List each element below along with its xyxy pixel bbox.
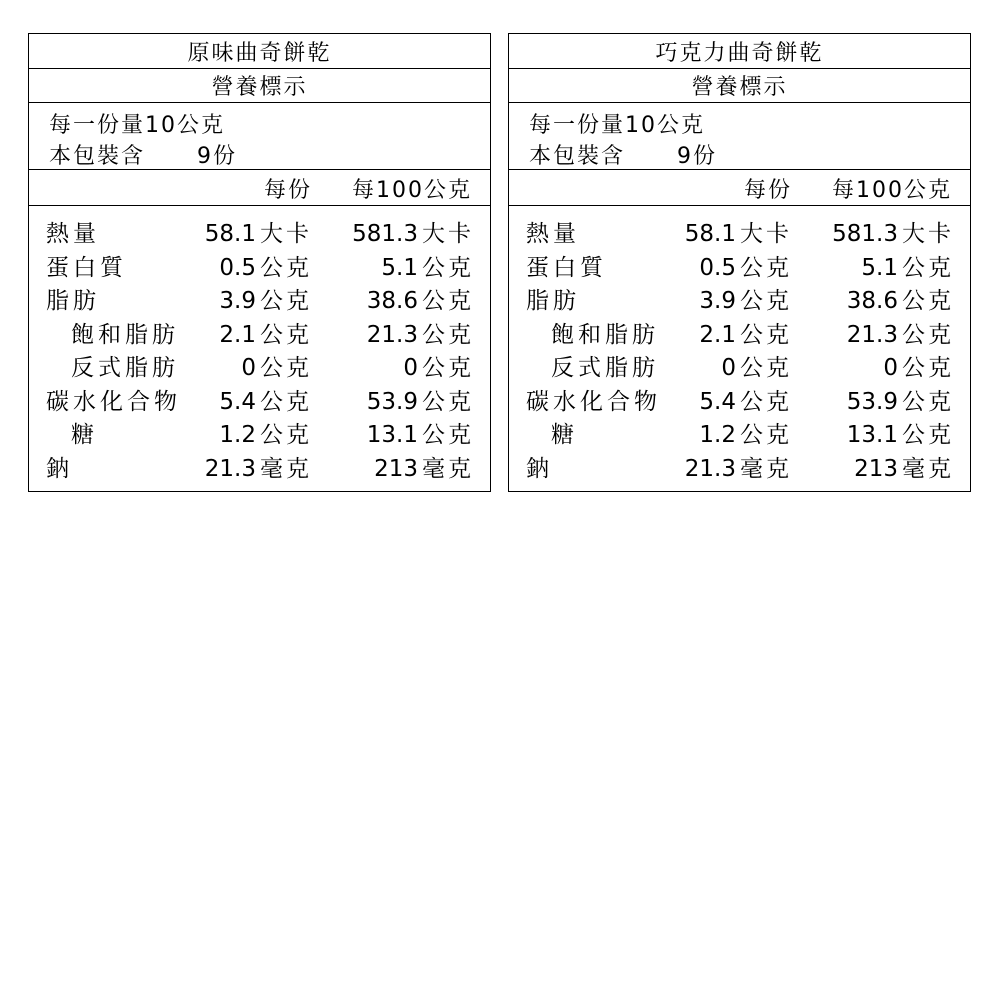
per-serving-value: 1.2 公克 (219, 422, 312, 448)
per-serving-value: 0.5 公克 (699, 254, 792, 281)
col-per-serving: 每份 (743, 178, 792, 203)
label-heading: 營養標示 (509, 69, 970, 103)
per-serving-value: 0 公克 (241, 355, 312, 381)
nutrient-row-sugar (29, 416, 490, 450)
per-serving-value: 3.9 公克 (699, 288, 792, 314)
per-serving-value: 21.3 毫克 (684, 455, 792, 482)
nutrient-name: 碳水化合物 (46, 388, 181, 415)
nutrient-name: 脂肪 (526, 288, 580, 314)
nutrition-label-chocolate (508, 33, 971, 492)
per-100g-value: 38.6 公克 (846, 288, 954, 314)
per-serving-value: 1.2 公克 (699, 422, 792, 448)
per-serving-value: 2.1 公克 (219, 321, 312, 348)
nutrient-row-sodium (509, 450, 970, 484)
per-serving-value: 58.1 大卡 (204, 221, 312, 247)
nutrient-row-carbohydrate (509, 383, 970, 417)
nutrient-row-trans-fat (509, 349, 970, 383)
column-headers (29, 170, 490, 206)
per-100g-value: 21.3 公克 (846, 321, 954, 348)
nutrient-rows (29, 215, 490, 483)
nutrient-name: 鈉 (46, 455, 73, 482)
column-headers (509, 170, 970, 206)
per-100g-value: 38.6 公克 (366, 288, 474, 314)
nutrient-name: 熱量 (526, 221, 580, 247)
nutrient-name: 飽和脂肪 (71, 321, 179, 348)
per-100g-value: 13.1 公克 (846, 422, 954, 448)
label-heading: 營養標示 (29, 69, 490, 103)
nutrient-row-fat (29, 282, 490, 316)
nutrient-row-sodium (29, 450, 490, 484)
nutrient-row-sugar (509, 416, 970, 450)
serving-info (29, 103, 490, 170)
nutrient-name: 碳水化合物 (526, 388, 661, 415)
nutrient-name: 糖 (551, 422, 578, 448)
package-value: 9份 (197, 144, 237, 169)
per-serving-value: 3.9 公克 (219, 288, 312, 314)
nutrient-rows (509, 215, 970, 483)
nutrient-name: 蛋白質 (46, 254, 127, 281)
per-serving-value: 0 公克 (721, 355, 792, 381)
product-title: 原味曲奇餅乾 (29, 34, 490, 69)
per-100g-value: 213 毫克 (854, 455, 954, 482)
package-value: 9份 (677, 144, 717, 169)
per-100g-value: 0 公克 (403, 355, 474, 381)
nutrient-name: 糖 (71, 422, 98, 448)
nutrient-row-protein (29, 249, 490, 283)
per-100g-value: 581.3 大卡 (352, 221, 474, 247)
nutrient-name: 蛋白質 (526, 254, 607, 281)
serving-size: 每一份量10公克 (529, 113, 705, 138)
nutrient-row-energy (509, 215, 970, 249)
per-100g-value: 5.1 公克 (381, 254, 474, 281)
servings-per-package (49, 139, 237, 170)
product-title: 巧克力曲奇餅乾 (509, 34, 970, 69)
per-100g-value: 0 公克 (883, 355, 954, 381)
nutrient-row-fat (509, 282, 970, 316)
per-serving-value: 5.4 公克 (699, 388, 792, 415)
per-100g-value: 13.1 公克 (366, 422, 474, 448)
per-100g-value: 21.3 公克 (366, 321, 474, 348)
serving-size: 每一份量10公克 (49, 113, 225, 138)
per-serving-value: 5.4 公克 (219, 388, 312, 415)
col-per-100g: 每100公克 (832, 178, 952, 203)
nutrient-row-trans-fat (29, 349, 490, 383)
package-label: 本包裝含 (49, 144, 146, 169)
nutrient-row-saturated-fat (509, 316, 970, 350)
per-100g-value: 5.1 公克 (861, 254, 954, 281)
per-100g-value: 53.9 公克 (366, 388, 474, 415)
nutrient-name: 鈉 (526, 455, 553, 482)
per-serving-value: 58.1 大卡 (684, 221, 792, 247)
nutrient-name: 脂肪 (46, 288, 100, 314)
nutrient-name: 反式脂肪 (551, 355, 659, 381)
col-per-serving: 每份 (263, 178, 312, 203)
nutrient-name: 反式脂肪 (71, 355, 179, 381)
col-per-100g: 每100公克 (352, 178, 472, 203)
per-100g-value: 213 毫克 (374, 455, 474, 482)
per-100g-value: 581.3 大卡 (832, 221, 954, 247)
per-serving-value: 0.5 公克 (219, 254, 312, 281)
nutrient-row-protein (509, 249, 970, 283)
nutrient-name: 飽和脂肪 (551, 321, 659, 348)
nutrient-name: 熱量 (46, 221, 100, 247)
nutrient-row-carbohydrate (29, 383, 490, 417)
serving-info (509, 103, 970, 170)
nutrient-row-saturated-fat (29, 316, 490, 350)
per-100g-value: 53.9 公克 (846, 388, 954, 415)
package-label: 本包裝含 (529, 144, 626, 169)
servings-per-package (529, 139, 717, 170)
nutrient-row-energy (29, 215, 490, 249)
nutrition-label-original (28, 33, 491, 492)
per-serving-value: 21.3 毫克 (204, 455, 312, 482)
per-serving-value: 2.1 公克 (699, 321, 792, 348)
